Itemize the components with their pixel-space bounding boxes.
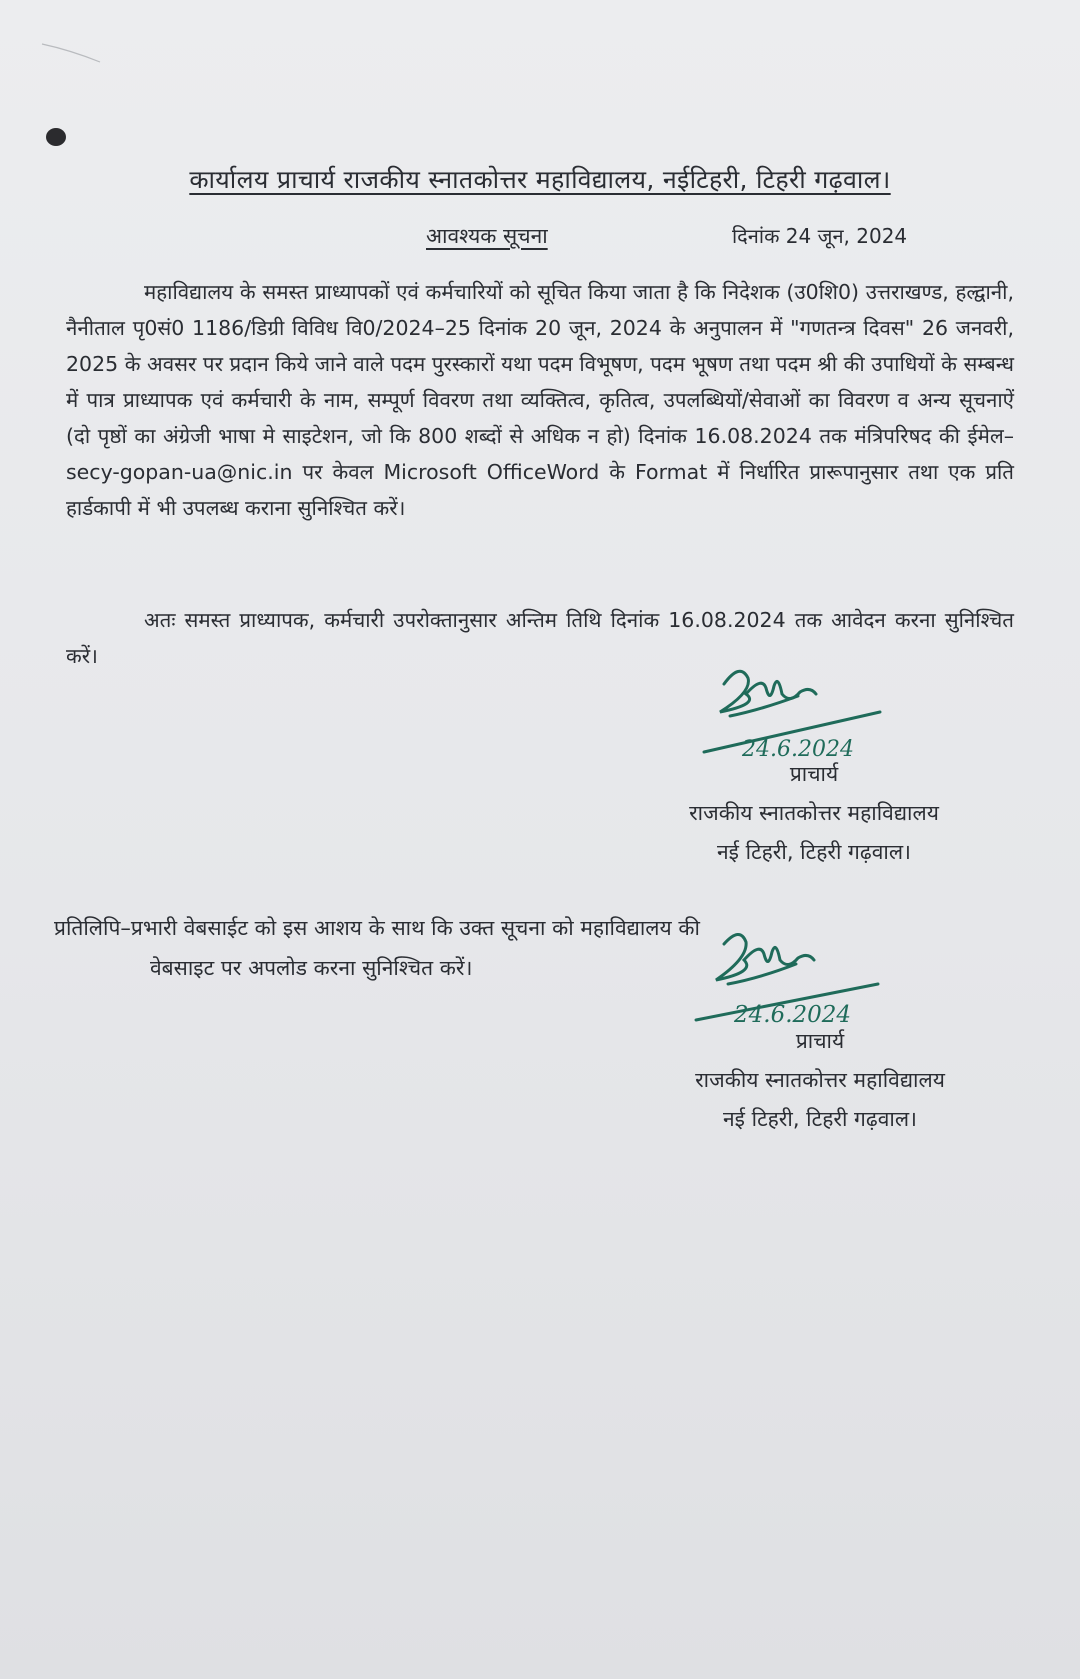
location: नई टिहरी, टिहरी गढ़वाल। <box>716 840 912 864</box>
institution: राजकीय स्नातकोत्तर महाविद्यालय <box>689 801 939 825</box>
notice-paragraph-2: अतः समस्त प्राध्यापक, कर्मचारी उपरोक्तानुसार अन्तिम तिथि दिनांक 16.08.2024 तक आवेदन करना सुनिश्चित करें। <box>66 608 1014 668</box>
location: नई टिहरी, टिहरी गढ़वाल। <box>722 1107 918 1131</box>
institution: राजकीय स्नातकोत्तर महाविद्यालय <box>695 1068 945 1092</box>
signature-block-1 <box>634 755 994 872</box>
paper-scratch-mark <box>40 40 140 80</box>
notice-date: दिनांक 24 जून, 2024 <box>732 224 908 248</box>
office-title: कार्यालय प्राचार्य राजकीय स्नातकोत्तर महाविद्यालय, नईटिहरी, टिहरी गढ़वाल। <box>189 165 891 194</box>
copy-to-line-2: वेबसाइट पर अपलोड करना सुनिश्चित करें। <box>150 956 473 980</box>
signature-block-2 <box>640 1022 1000 1139</box>
office-header <box>60 160 1020 200</box>
notice-paragraph-1: महाविद्यालय के समस्त प्राध्यापकों एवं कर्मचारियों को सूचित किया जाता है कि निदेशक (उ0शि0) उत्तराखण्ड, हल्द्वानी, नैनीताल पृ0सं0 1186/डिग्री विविध वि0/2024–25 दिनांक 20 जून, 2024 के अनुपालन में "गणतन्त्र दिवस" 26 जनवरी, 2025 के अवसर पर प्रदान किये जाने वाले पदम पुरस्कारों यथा पदम विभूषण, पदम भूषण तथा पदम श्री की उपाधियों के सम्बन्ध में पात्र प्राध्यापक एवं कर्मचारी के नाम, सम्पूर्ण विवरण तथा व्यक्तित्व, कृतित्व, उपलब्धियों/सेवाओं का विवरण व अन्य सूचनाऐं (दो पृष्ठों का अंग्रेजी भाषा मे साइटेशन, जो कि 800 शब्दों से अधिक न हो) दिनांक 16.08.2024 तक मंत्रिपरिषद की ईमेल–secy-gopan-ua@nic.in पर केवल Microsoft OfficeWord के Format में निर्धारित प्रारूपानुसार तथा एक प्रति हार्डकापी में भी उपलब्ध कराना सुनिश्चित करें। <box>66 280 1014 520</box>
designation: प्राचार्य <box>795 1029 845 1053</box>
signature-date-1: 24.6.2024 <box>742 737 854 762</box>
principal-signature-1 <box>700 664 900 764</box>
punch-hole <box>46 128 66 146</box>
designation: प्राचार्य <box>789 762 839 786</box>
notice-heading: आवश्यक सूचना <box>426 224 548 248</box>
copy-to-line-1: प्रतिलिपि–प्रभारी वेबसाईट को इस आशय के साथ कि उक्त सूचना को महाविद्यालय की <box>54 916 700 940</box>
principal-signature-2 <box>694 928 894 1028</box>
signature-date-2: 24.6.2024 <box>734 1002 852 1028</box>
